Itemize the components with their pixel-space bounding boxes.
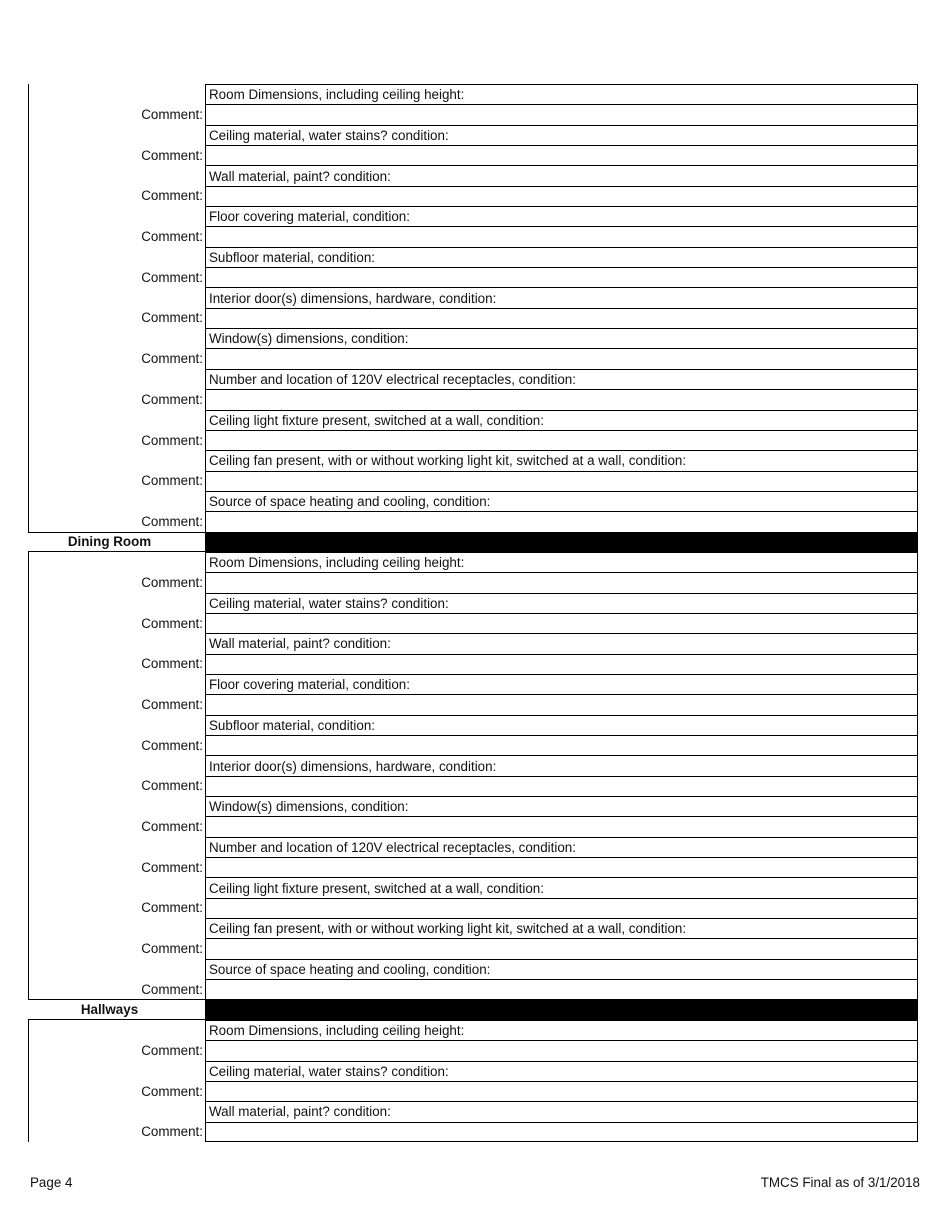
comment-input-field[interactable] (205, 186, 918, 206)
comment-input-field[interactable] (205, 389, 918, 409)
question-row (28, 165, 918, 185)
comment-label: Comment: (28, 308, 205, 328)
comment-row (28, 1122, 918, 1142)
question-label: Subfloor material, condition: (205, 247, 918, 267)
question-label: Number and location of 120V electrical receptacles, condition: (205, 837, 918, 857)
comment-label: Comment: (28, 938, 205, 958)
comment-input-field[interactable] (205, 654, 918, 674)
question-row (28, 410, 918, 430)
question-label: Floor covering material, condition: (205, 206, 918, 226)
comment-input-field[interactable] (205, 572, 918, 592)
section-header-bar (205, 999, 918, 1019)
comment-label: Comment: (28, 898, 205, 918)
comment-label: Comment: (28, 471, 205, 491)
comment-label: Comment: (28, 694, 205, 714)
section-title (28, 999, 205, 1019)
comment-row (28, 389, 918, 409)
comment-label: Comment: (28, 979, 205, 999)
question-label: Ceiling light fixture present, switched at a wall, condition: (205, 410, 918, 430)
comment-row (28, 776, 918, 796)
comment-label: Comment: (28, 226, 205, 246)
question-label: Wall material, paint? condition: (205, 633, 918, 653)
question-row-left-cell (28, 593, 205, 613)
document-version: TMCS Final as of 3/1/2018 (760, 1175, 920, 1190)
question-row (28, 755, 918, 775)
inspection-form-sheet (28, 84, 918, 1142)
comment-row (28, 938, 918, 958)
comment-row (28, 430, 918, 450)
question-row-left-cell (28, 287, 205, 307)
question-label: Wall material, paint? condition: (205, 1101, 918, 1121)
comment-label: Comment: (28, 104, 205, 124)
comment-row (28, 816, 918, 836)
comment-row (28, 104, 918, 124)
question-row (28, 837, 918, 857)
comment-input-field[interactable] (205, 694, 918, 714)
comment-input-field[interactable] (205, 226, 918, 246)
question-row-left-cell (28, 84, 205, 104)
comment-row (28, 979, 918, 999)
question-label: Room Dimensions, including ceiling height: (205, 552, 918, 572)
comment-row (28, 572, 918, 592)
comment-row (28, 613, 918, 633)
comment-row (28, 267, 918, 287)
question-row-left-cell (28, 328, 205, 348)
question-label: Wall material, paint? condition: (205, 165, 918, 185)
question-label: Ceiling fan present, with or without working light kit, switched at a wall, condition: (205, 918, 918, 938)
comment-input-field[interactable] (205, 1081, 918, 1101)
comment-row (28, 857, 918, 877)
question-label: Ceiling material, water stains? condition: (205, 593, 918, 613)
comment-label: Comment: (28, 267, 205, 287)
comment-label: Comment: (28, 1122, 205, 1142)
question-row (28, 918, 918, 938)
question-row-left-cell (28, 552, 205, 572)
question-row (28, 491, 918, 511)
question-row-left-cell (28, 369, 205, 389)
page-number: Page 4 (30, 1175, 73, 1190)
question-row (28, 247, 918, 267)
comment-input-field[interactable] (205, 348, 918, 368)
comment-row (28, 511, 918, 531)
comment-label: Comment: (28, 430, 205, 450)
comment-input-field[interactable] (205, 938, 918, 958)
question-label: Source of space heating and cooling, condition: (205, 959, 918, 979)
question-row (28, 450, 918, 470)
question-row (28, 877, 918, 897)
comment-input-field[interactable] (205, 1040, 918, 1060)
section-title (28, 532, 205, 552)
comment-input-field[interactable] (205, 104, 918, 124)
question-label: Room Dimensions, including ceiling height: (205, 84, 918, 104)
question-row (28, 633, 918, 653)
question-row-left-cell (28, 755, 205, 775)
section-title-text: Hallways (80, 1002, 139, 1018)
question-label: Ceiling light fixture present, switched at a wall, condition: (205, 877, 918, 897)
comment-row (28, 471, 918, 491)
question-row (28, 369, 918, 389)
comment-label: Comment: (28, 654, 205, 674)
comment-input-field[interactable] (205, 471, 918, 491)
comment-label: Comment: (28, 389, 205, 409)
question-row (28, 206, 918, 226)
comment-row (28, 226, 918, 246)
question-row-left-cell (28, 1101, 205, 1121)
comment-row (28, 694, 918, 714)
comment-input-field[interactable] (205, 898, 918, 918)
question-row (28, 84, 918, 104)
question-row-left-cell (28, 877, 205, 897)
question-row-left-cell (28, 206, 205, 226)
comment-label: Comment: (28, 735, 205, 755)
comment-label: Comment: (28, 857, 205, 877)
comment-label: Comment: (28, 511, 205, 531)
comment-label: Comment: (28, 348, 205, 368)
comment-label: Comment: (28, 145, 205, 165)
comment-label: Comment: (28, 572, 205, 592)
question-row (28, 796, 918, 816)
question-row-left-cell (28, 715, 205, 735)
comment-row (28, 1040, 918, 1060)
question-label: Floor covering material, condition: (205, 674, 918, 694)
section-title-text: Dining Room (67, 534, 152, 550)
question-row-left-cell (28, 1061, 205, 1081)
question-label: Ceiling material, water stains? condition: (205, 1061, 918, 1081)
comment-input-field[interactable] (205, 816, 918, 836)
comment-label: Comment: (28, 1081, 205, 1101)
question-row (28, 287, 918, 307)
question-label: Window(s) dimensions, condition: (205, 328, 918, 348)
question-label: Interior door(s) dimensions, hardware, condition: (205, 755, 918, 775)
comment-label: Comment: (28, 1040, 205, 1060)
question-row (28, 125, 918, 145)
comment-input-field[interactable] (205, 776, 918, 796)
question-row (28, 328, 918, 348)
comment-input-field[interactable] (205, 613, 918, 633)
question-row-left-cell (28, 918, 205, 938)
comment-input-field[interactable] (205, 1122, 918, 1142)
comment-row (28, 348, 918, 368)
comment-row (28, 145, 918, 165)
question-row-left-cell (28, 125, 205, 145)
comment-input-field[interactable] (205, 511, 918, 531)
comment-label: Comment: (28, 613, 205, 633)
question-label: Source of space heating and cooling, condition: (205, 491, 918, 511)
question-row-left-cell (28, 165, 205, 185)
question-label: Window(s) dimensions, condition: (205, 796, 918, 816)
question-row (28, 552, 918, 572)
question-row-left-cell (28, 633, 205, 653)
question-label: Number and location of 120V electrical receptacles, condition: (205, 369, 918, 389)
section-header-row (28, 999, 918, 1019)
comment-row (28, 735, 918, 755)
comment-row (28, 186, 918, 206)
comment-row (28, 898, 918, 918)
question-row-left-cell (28, 247, 205, 267)
question-row (28, 674, 918, 694)
comment-label: Comment: (28, 776, 205, 796)
comment-input-field[interactable] (205, 267, 918, 287)
comment-row (28, 308, 918, 328)
question-row (28, 1061, 918, 1081)
question-row-left-cell (28, 837, 205, 857)
comment-input-field[interactable] (205, 308, 918, 328)
question-label: Ceiling material, water stains? condition: (205, 125, 918, 145)
question-row-left-cell (28, 491, 205, 511)
comment-row (28, 1081, 918, 1101)
question-label: Room Dimensions, including ceiling height: (205, 1020, 918, 1040)
question-label: Subfloor material, condition: (205, 715, 918, 735)
section-header-row (28, 532, 918, 552)
question-row-left-cell (28, 959, 205, 979)
comment-label: Comment: (28, 816, 205, 836)
question-row (28, 593, 918, 613)
comment-label: Comment: (28, 186, 205, 206)
question-label: Interior door(s) dimensions, hardware, condition: (205, 287, 918, 307)
comment-input-field[interactable] (205, 145, 918, 165)
question-row-left-cell (28, 450, 205, 470)
comment-input-field[interactable] (205, 735, 918, 755)
comment-input-field[interactable] (205, 979, 918, 999)
question-row-left-cell (28, 410, 205, 430)
question-label: Ceiling fan present, with or without working light kit, switched at a wall, condition: (205, 450, 918, 470)
comment-input-field[interactable] (205, 857, 918, 877)
question-row-left-cell (28, 674, 205, 694)
question-row (28, 1101, 918, 1121)
comment-row (28, 654, 918, 674)
question-row (28, 1020, 918, 1040)
comment-input-field[interactable] (205, 430, 918, 450)
question-row (28, 959, 918, 979)
question-row-left-cell (28, 1020, 205, 1040)
question-row (28, 715, 918, 735)
section-header-bar (205, 532, 918, 552)
question-row-left-cell (28, 796, 205, 816)
